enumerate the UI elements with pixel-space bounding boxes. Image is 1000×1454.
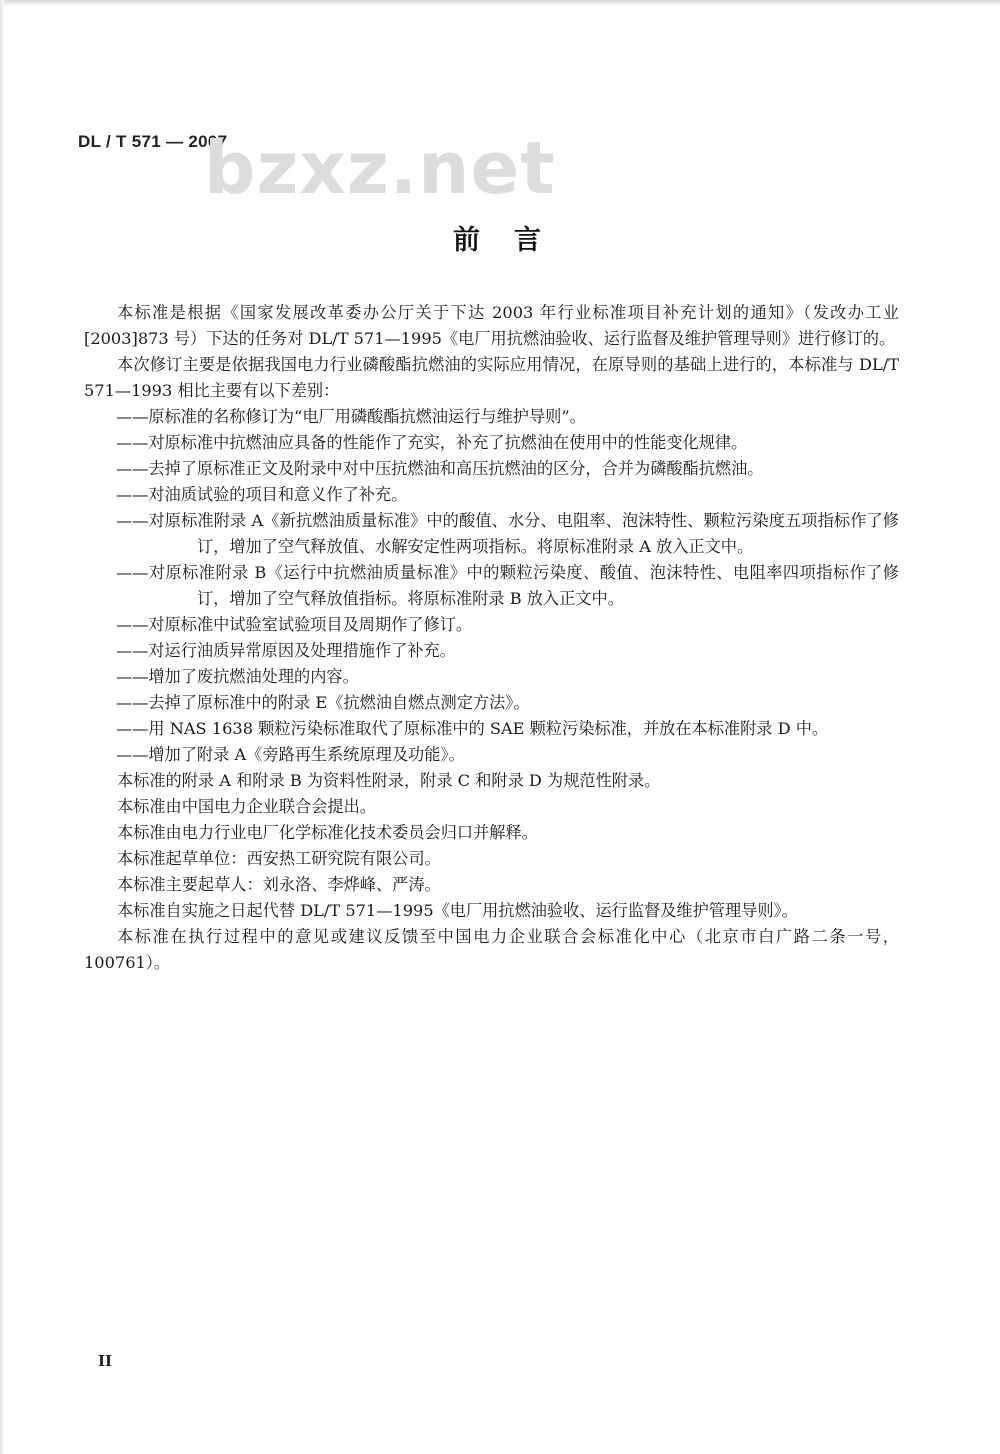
change-item: ——原标准的名称修订为“电厂用磷酸酯抗燃油运行与维护导则”。 [116,407,586,426]
scan-top-edge [0,0,1000,6]
closing-paragraph: 本标准起草单位：西安热工研究院有限公司。 [117,849,441,868]
change-item: ——用 NAS 1638 颗粒污染标准取代了原标准中的 SAE 颗粒污染标准，并放在本标准附录 D 中。 [116,719,829,738]
closing-paragraph: 本标准自实施之日起代替 DL/T 571—1995《电厂用抗燃油验收、运行监督及维护管理导则》。 [117,901,798,920]
change-item: ——对运行油质异常原因及处理措施作了补充。 [116,641,456,660]
intro-paragraph: 本次修订主要是依据我国电力行业磷酸酯抗燃油的实际应用情况，在原导则的基础上进行的，本标准与 DL/T 571—1993 相比主要有以下差别： [84,355,899,400]
change-item: ——增加了废抗燃油处理的内容。 [116,667,359,686]
standard-code: DL / T 571 — 2007 [78,132,228,151]
page-number: II [98,1352,113,1370]
change-item: ——去掉了原标准中的附录 E《抗燃油自燃点测定方法》。 [116,693,530,712]
watermark: bzxz.net [204,126,556,210]
page-title: 前言 [453,225,575,256]
closing-paragraph: 本标准由电力行业电厂化学标准化技术委员会归口并解释。 [117,823,538,842]
closing-paragraph: 本标准主要起草人：刘永洛、李烨峰、严涛。 [117,875,441,894]
change-item: ——增加了附录 A《旁路再生系统原理及功能》。 [116,745,465,764]
closing-paragraph: 本标准由中国电力企业联合会提出。 [117,797,376,816]
change-item: ——对原标准中抗燃油应具备的性能作了充实，补充了抗燃油在使用中的性能变化规律。 [116,433,748,452]
intro-paragraph: 本标准是根据《国家发展改革委办公厅关于下达 2003 年行业标准项目补充计划的通知》（发改办工业[2003]873 号）下达的任务对 DL/T 571—1995《电厂用抗燃油验收、运行监督及维护管理导则》进行修订的。 [84,303,899,348]
change-item: ——对原标准中试验室试验项目及周期作了修订。 [116,615,473,634]
change-item: ——对原标准附录 B《运行中抗燃油质量标准》中的颗粒污染度、酸值、泡沫特性、电阻率四项指标作了修订，增加了空气释放值指标。将原标准附录 B 放入正文中。 [116,563,899,608]
closing-paragraph: 本标准的附录 A 和附录 B 为资料性附录，附录 C 和附录 D 为规范性附录。 [117,771,661,790]
change-item: ——对油质试验的项目和意义作了补充。 [116,485,408,504]
change-item: ——去掉了原标准正文及附录中对中压抗燃油和高压抗燃油的区分，合并为磷酸酯抗燃油。 [116,459,764,478]
document-body [84,300,899,976]
closing-paragraph: 本标准在执行过程中的意见或建议反馈至中国电力企业联合会标准化中心（北京市白广路二条一号，100761）。 [84,927,899,972]
change-item: ——对原标准附录 A《新抗燃油质量标准》中的酸值、水分、电阻率、泡沫特性、颗粒污染度五项指标作了修订，增加了空气释放值、水解安定性两项指标。将原标准附录 A 放入正文中。 [116,511,899,556]
